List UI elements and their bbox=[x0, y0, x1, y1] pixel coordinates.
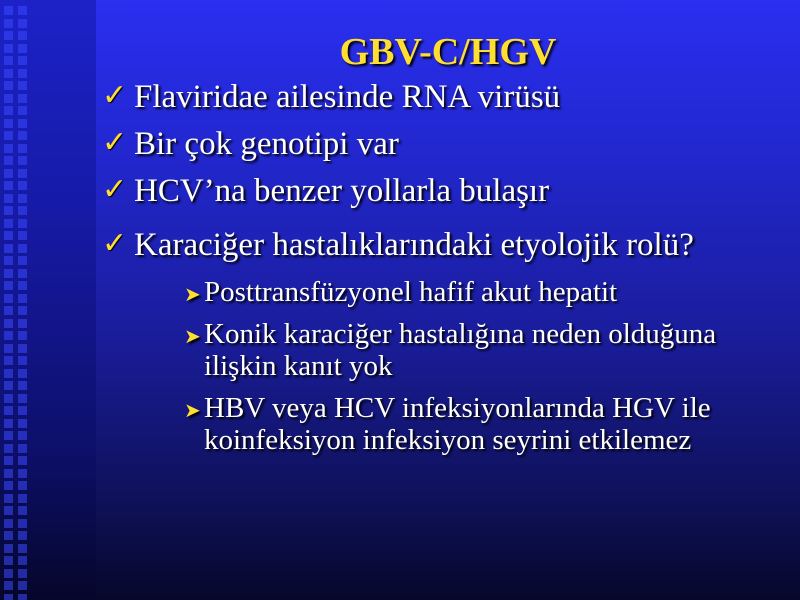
decorative-square bbox=[18, 81, 27, 90]
decorative-square bbox=[18, 356, 27, 365]
decorative-square bbox=[18, 194, 27, 203]
decorative-square bbox=[4, 256, 13, 265]
decorative-square bbox=[4, 531, 13, 540]
subbullet-text: HBV veya HCV infeksiyonlarında HGV ile koinfeksiyon infeksiyon seyrini etkilemez bbox=[204, 392, 711, 456]
decorative-square bbox=[4, 106, 13, 115]
checkmark-icon: ✓ bbox=[102, 172, 128, 207]
bullet-text: Flaviridae ailesinde RNA virüsü bbox=[134, 79, 561, 115]
decorative-square bbox=[18, 56, 27, 65]
decorative-square bbox=[18, 19, 27, 28]
decorative-square bbox=[4, 194, 13, 203]
decorative-square bbox=[4, 231, 13, 240]
decorative-square bbox=[18, 419, 27, 428]
decorative-square bbox=[4, 144, 13, 153]
arrowhead-icon: ➤ bbox=[184, 282, 201, 306]
decorative-square bbox=[4, 294, 13, 303]
decorative-square bbox=[18, 569, 27, 578]
bullet-text: HCV’na benzer yollarla bulaşır bbox=[134, 173, 550, 209]
decorative-square bbox=[4, 206, 13, 215]
decorative-square bbox=[18, 144, 27, 153]
bullet-list bbox=[100, 78, 790, 456]
arrowhead-icon: ➤ bbox=[184, 324, 201, 348]
decorative-square bbox=[18, 544, 27, 553]
decorative-square bbox=[18, 181, 27, 190]
bullet-item bbox=[100, 125, 790, 163]
subbullet-item bbox=[100, 318, 724, 382]
decorative-square bbox=[18, 6, 27, 15]
decorative-square bbox=[4, 519, 13, 528]
decorative-square bbox=[18, 169, 27, 178]
decorative-square bbox=[4, 581, 13, 590]
decorative-square bbox=[4, 156, 13, 165]
decorative-square bbox=[4, 394, 13, 403]
checkmark-icon: ✓ bbox=[102, 78, 128, 113]
decorative-square bbox=[18, 69, 27, 78]
bullet-item bbox=[100, 172, 790, 210]
decorative-square bbox=[18, 594, 27, 600]
decorative-square bbox=[4, 244, 13, 253]
checkmark-icon: ✓ bbox=[102, 226, 128, 261]
decorative-square bbox=[4, 419, 13, 428]
decorative-square bbox=[18, 556, 27, 565]
decorative-square bbox=[4, 131, 13, 140]
decorative-square bbox=[4, 456, 13, 465]
decorative-square bbox=[4, 219, 13, 228]
bullet-text: Bir çok genotipi var bbox=[134, 126, 399, 162]
checkmark-icon: ✓ bbox=[102, 125, 128, 160]
decorative-square bbox=[18, 406, 27, 415]
decorative-square bbox=[18, 506, 27, 515]
decorative-square bbox=[18, 469, 27, 478]
decorative-square bbox=[18, 381, 27, 390]
decorative-square bbox=[4, 556, 13, 565]
decorative-square bbox=[4, 381, 13, 390]
decorative-square bbox=[4, 319, 13, 328]
decorative-square bbox=[18, 456, 27, 465]
decorative-square bbox=[18, 131, 27, 140]
decorative-square bbox=[18, 306, 27, 315]
decorative-square bbox=[18, 494, 27, 503]
decorative-square bbox=[18, 31, 27, 40]
subbullet-item bbox=[100, 276, 790, 308]
decorative-square bbox=[4, 81, 13, 90]
decorative-square bbox=[4, 19, 13, 28]
square-pattern bbox=[0, 0, 32, 600]
decorative-square bbox=[4, 356, 13, 365]
decorative-square bbox=[18, 94, 27, 103]
decorative-square bbox=[18, 219, 27, 228]
decorative-square bbox=[18, 206, 27, 215]
decorative-square bbox=[18, 156, 27, 165]
decorative-square bbox=[18, 431, 27, 440]
decorative-square bbox=[4, 594, 13, 600]
decorative-square bbox=[18, 519, 27, 528]
decorative-square bbox=[4, 181, 13, 190]
arrowhead-icon: ➤ bbox=[184, 398, 201, 422]
bullet-text: Karaciğer hastalıklarındaki etyolojik rolü? bbox=[134, 227, 694, 263]
decorative-square bbox=[4, 281, 13, 290]
decorative-square bbox=[18, 444, 27, 453]
decorative-square bbox=[18, 231, 27, 240]
decorative-square bbox=[4, 444, 13, 453]
decorative-square bbox=[18, 344, 27, 353]
decorative-square bbox=[18, 244, 27, 253]
decorative-square bbox=[4, 481, 13, 490]
decorative-square bbox=[4, 431, 13, 440]
decorative-square bbox=[18, 119, 27, 128]
decorative-square bbox=[4, 494, 13, 503]
decorative-square bbox=[4, 544, 13, 553]
decorative-square bbox=[4, 569, 13, 578]
decorative-square bbox=[4, 44, 13, 53]
decorative-square bbox=[18, 531, 27, 540]
decorative-square bbox=[18, 331, 27, 340]
decorative-square bbox=[4, 344, 13, 353]
decorative-square bbox=[18, 369, 27, 378]
sidebar-decoration bbox=[0, 0, 96, 600]
decorative-square bbox=[4, 6, 13, 15]
decorative-square bbox=[18, 256, 27, 265]
decorative-square bbox=[4, 369, 13, 378]
decorative-square bbox=[4, 94, 13, 103]
subbullet-text: Posttransfüzyonel hafif akut hepatit bbox=[204, 276, 618, 308]
subbullet-item bbox=[100, 392, 788, 456]
decorative-square bbox=[18, 44, 27, 53]
bullet-item bbox=[100, 78, 790, 116]
decorative-square bbox=[18, 394, 27, 403]
decorative-square bbox=[4, 31, 13, 40]
decorative-square bbox=[4, 469, 13, 478]
decorative-square bbox=[18, 581, 27, 590]
decorative-square bbox=[4, 331, 13, 340]
subbullet-text: Konik karaciğer hastalığına neden olduğuna ilişkin kanıt yok bbox=[204, 318, 717, 382]
decorative-square bbox=[18, 281, 27, 290]
decorative-square bbox=[18, 319, 27, 328]
decorative-square bbox=[4, 406, 13, 415]
bullet-item bbox=[100, 226, 734, 264]
slide-title: GBV-C/HGV bbox=[339, 31, 557, 73]
decorative-square bbox=[18, 269, 27, 278]
decorative-square bbox=[18, 106, 27, 115]
decorative-square bbox=[18, 481, 27, 490]
decorative-square bbox=[4, 56, 13, 65]
decorative-square bbox=[18, 294, 27, 303]
decorative-square bbox=[4, 306, 13, 315]
decorative-square bbox=[4, 169, 13, 178]
decorative-square bbox=[4, 269, 13, 278]
decorative-square bbox=[4, 506, 13, 515]
decorative-square bbox=[4, 119, 13, 128]
decorative-square bbox=[4, 69, 13, 78]
